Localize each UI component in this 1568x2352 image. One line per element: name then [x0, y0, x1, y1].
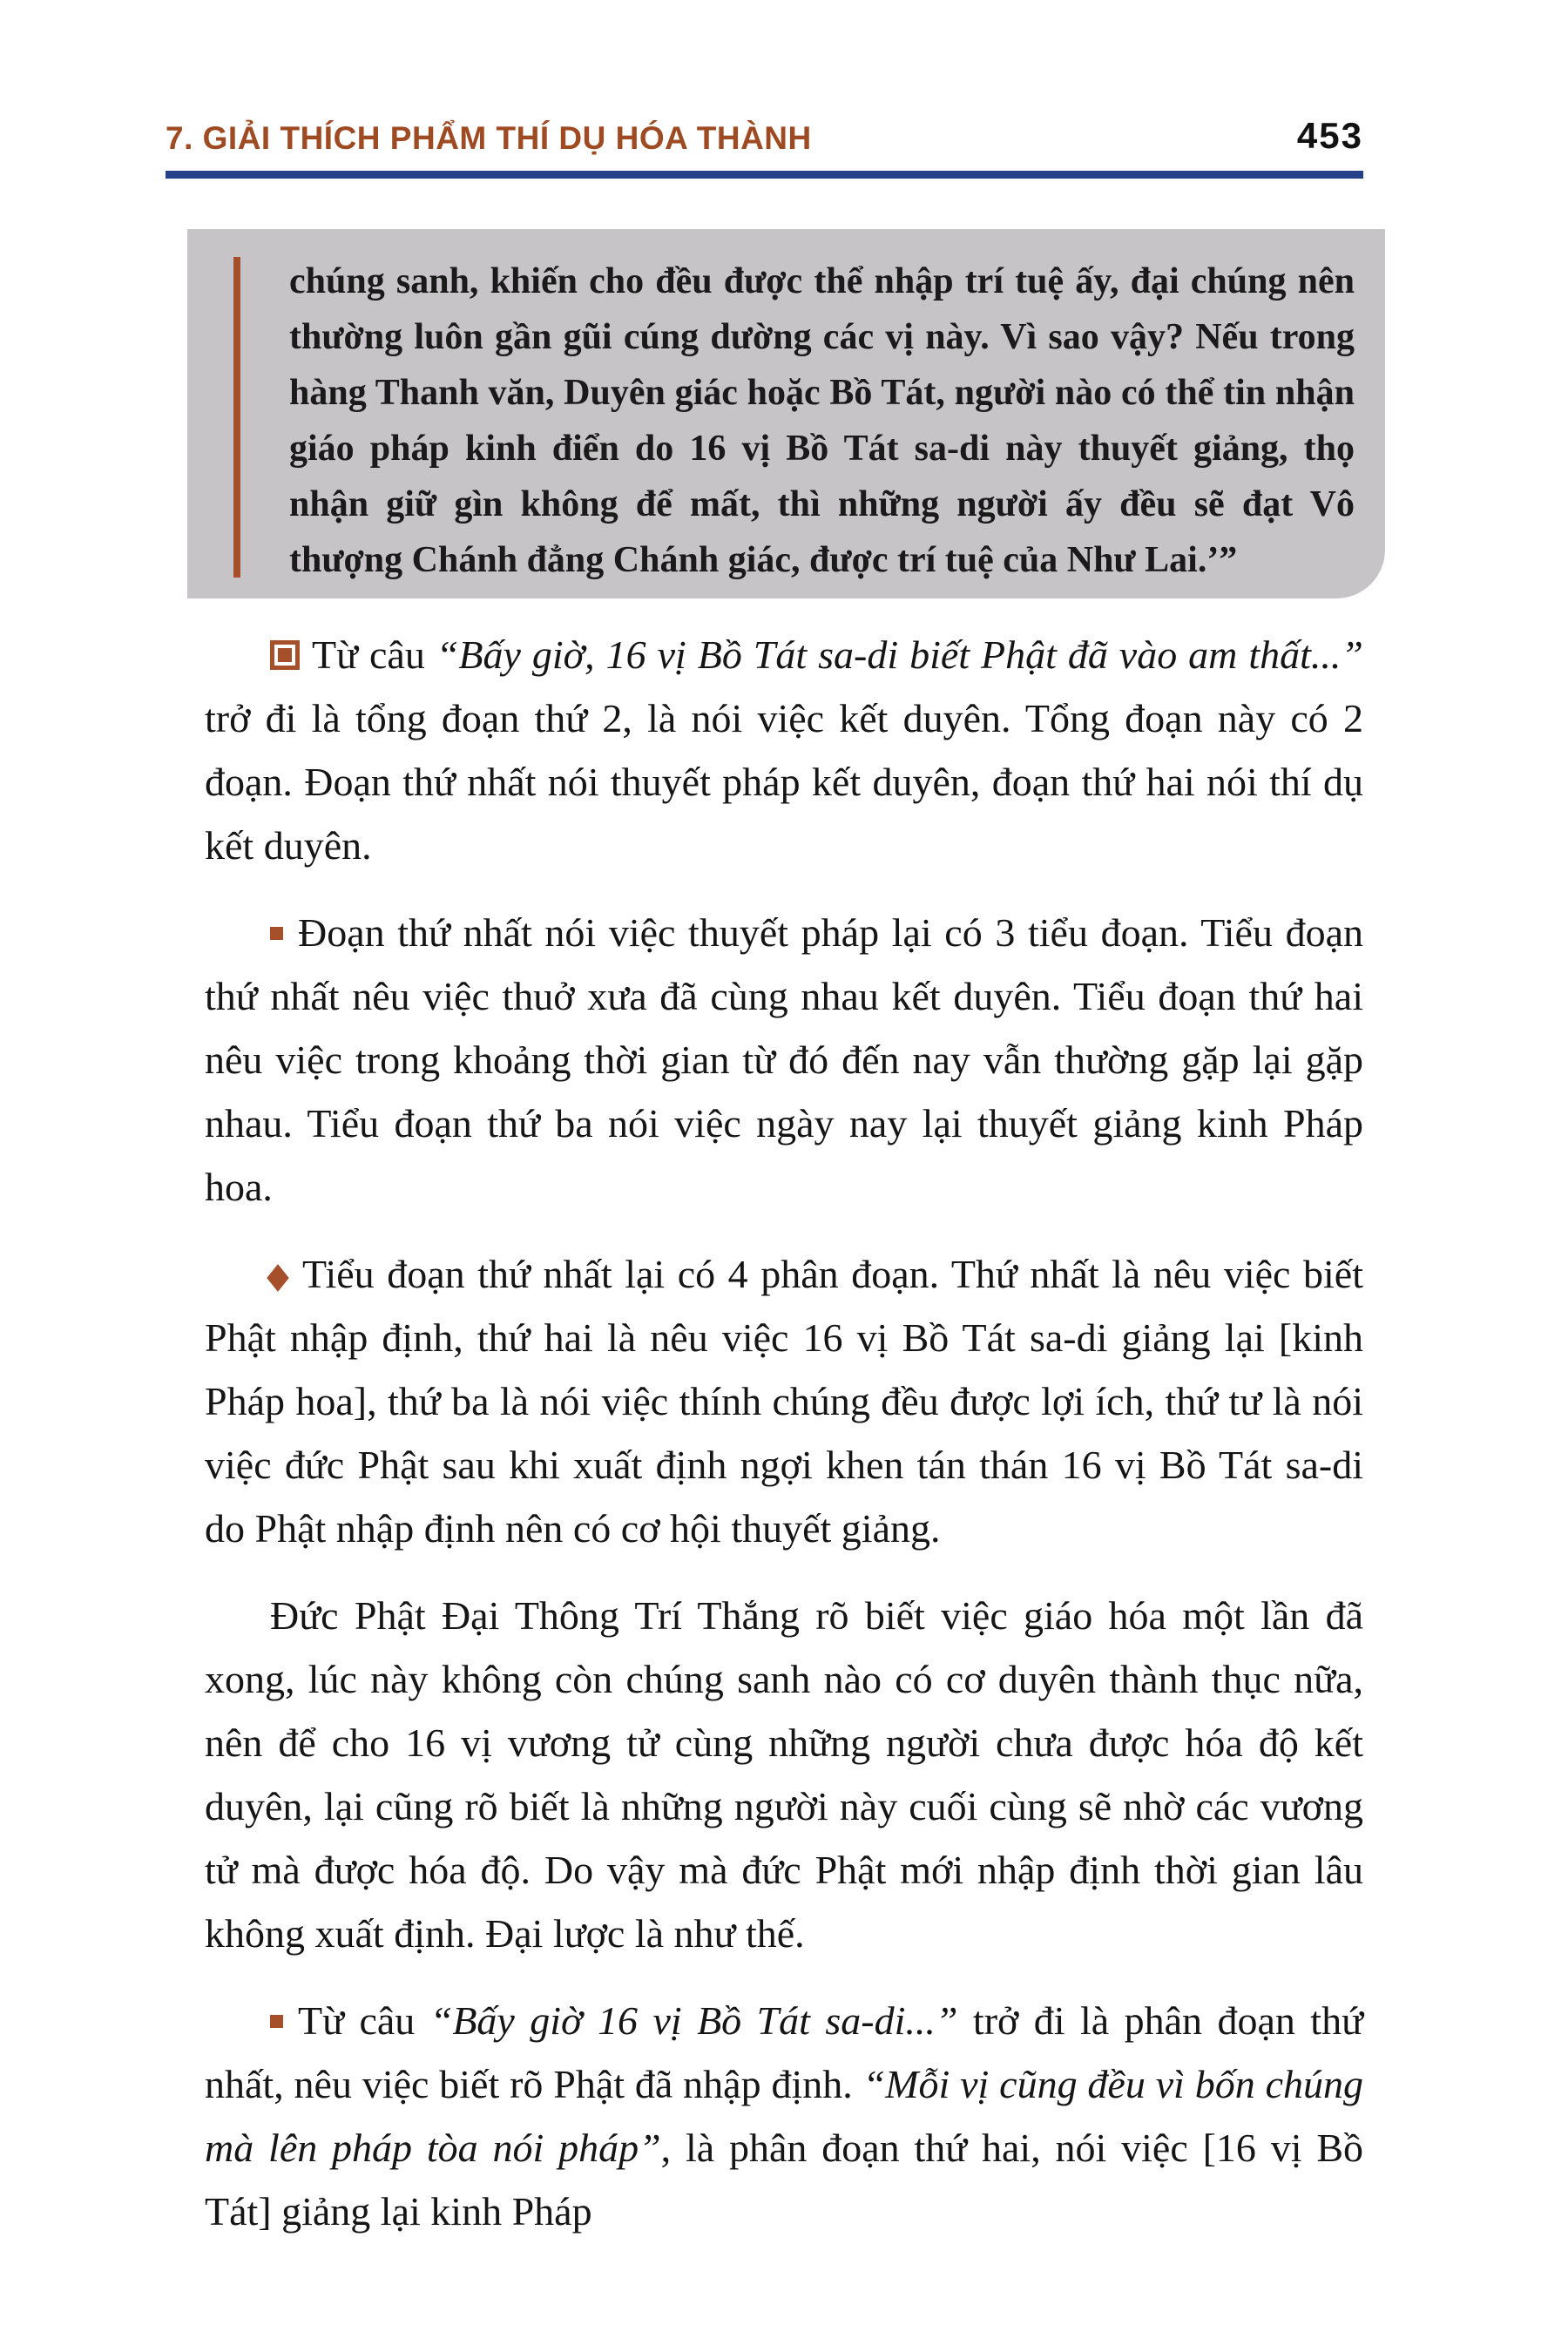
paragraph-3-text: Tiểu đoạn thứ nhất lại có 4 phân đoạn. Thứ nhất là nêu việc biết Phật nhập định, thứ hai là nêu việc 16 vị Bồ Tát sa-di giảng lại [kinh Pháp hoa], thứ ba là nói việc thính chúng đều được lợi ích, thứ tư là nói việc đức Phật sau khi xuất định ngợi khen tán thán 16 vị Bồ Tát sa-di do Phật nhập định nên có cơ hội thuyết giảng.: [205, 1252, 1363, 1551]
paragraph-2-text: Đoạn thứ nhất nói việc thuyết pháp lại có 3 tiểu đoạn. Tiểu đoạn thứ nhất nêu việc thuở xưa đã cùng nhau kết duyên. Tiểu đoạn thứ hai nêu việc trong khoảng thời gian từ đó đến nay vẫn thường gặp lại gặp nhau. Tiểu đoạn thứ ba nói việc ngày nay lại thuyết giảng kinh Pháp hoa.: [205, 910, 1363, 1209]
paragraph-5-text-middle: trở đi là phân đoạn thứ nhất, nêu việc biết rõ Phật đã nhập định.: [205, 1998, 1364, 2106]
paragraph-2: [205, 901, 1363, 1219]
paragraph-4-text: Đức Phật Đại Thông Trí Thắng rõ biết việc giáo hóa một lần đã xong, lúc này không còn chúng sanh nào có cơ duyên thành thục nữa, nên để cho 16 vị vương tử cùng những người chưa được hóa độ kết duyên, lại cũng rõ biết là những người này cuối cùng sẽ nhờ các vương tử mà được hóa độ. Do vậy mà đức Phật mới nhập định thời gian lâu không xuất định. Đại lược là như thế.: [205, 1593, 1363, 1956]
paragraph-5-text-end: , là phân đoạn thứ hai, nói việc [16 vị Bồ Tát] giảng lại kinh Pháp: [205, 2126, 1363, 2234]
paragraph-4: [205, 1584, 1363, 1965]
small-square-bullet-icon: [270, 2015, 283, 2028]
small-square-bullet-icon: [270, 927, 283, 940]
paragraph-5: [205, 1989, 1363, 2243]
page-number: 453: [1296, 115, 1363, 156]
diamond-bullet-icon: [267, 1264, 288, 1292]
paragraph-1-text: Từ câu: [312, 632, 436, 677]
paragraph-1-text-continued: trở đi là tổng đoạn thứ 2, là nói việc kết duyên. Tổng đoạn này có 2 đoạn. Đoạn thứ nhất nói thuyết pháp kết duyên, đoạn thứ hai nói thí dụ kết duyên.: [205, 696, 1363, 868]
header-divider-rule: [166, 171, 1363, 179]
paragraph-1: [205, 623, 1363, 877]
paragraph-5-quote-italic-1: “Bấy giờ 16 vị Bồ Tát sa-di...”: [429, 1998, 958, 2043]
paragraph-5-quote-italic-2: “Mỗi vị cũng đều vì bốn chúng mà lên pháp tòa nói pháp”: [205, 2062, 1364, 2170]
paragraph-5-text: Từ câu: [298, 1998, 430, 2043]
quote-block: [187, 229, 1385, 598]
paragraph-1-quote-italic: “Bấy giờ, 16 vị Bồ Tát sa-di biết Phật đã vào am thất...”: [436, 632, 1363, 677]
boxed-square-bullet-icon: [270, 640, 300, 670]
quote-accent-bar-icon: [233, 257, 240, 578]
chapter-title: 7. GIẢI THÍCH PHẨM THÍ DỤ HÓA THÀNH: [166, 120, 812, 156]
text-column: [205, 229, 1363, 2243]
quote-text: chúng sanh, khiến cho đều được thể nhập trí tuệ ấy, đại chúng nên thường luôn gần gũi cúng dường các vị này. Vì sao vậy? Nếu trong hàng Thanh văn, Duyên giác hoặc Bồ Tát, người nào có thể tin nhận giáo pháp kinh điển do 16 vị Bồ Tát sa-di này thuyết giảng, thọ nhận giữ gìn không để mất, thì những người ấy đều sẽ đạt Vô thượng Chánh đẳng Chánh giác, được trí tuệ của Như Lai.’”: [289, 261, 1355, 580]
paragraph-3: [205, 1242, 1363, 1560]
